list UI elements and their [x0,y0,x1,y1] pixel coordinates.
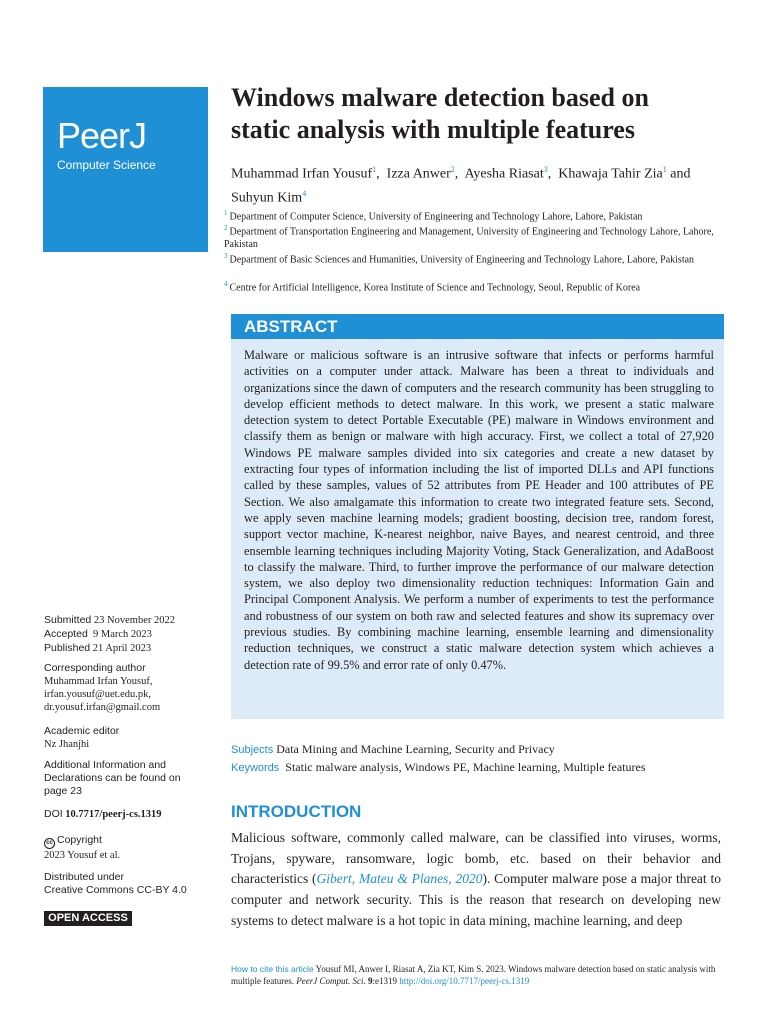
author-name: Suhyun Kim [231,190,303,206]
doi-link[interactable]: 10.7717/peerj-cs.1319 [65,809,162,820]
doi-footer-link[interactable]: http://doi.org/10.7717/peerj-cs.1319 [399,975,530,986]
license-link[interactable]: Creative Commons CC-BY 4.0 [44,884,187,896]
author-email[interactable]: dr.yousuf.irfan@gmail.com [44,702,161,713]
open-access-badge: OPEN ACCESS [44,911,132,926]
copyright: cc Copyright 2023 Yousuf et al. [44,834,121,861]
author-name: Khawaja Tahir Zia [558,166,663,182]
copyright-icon: cc [44,838,55,849]
submitted-date: Submitted 23 November 2022 [44,614,175,626]
author-name: Ayesha Riasat [464,166,544,182]
author-affiliation-marker: 2 [450,165,455,174]
author-list: Muhammad Irfan Yousuf$^1$, Izza Anwer$^2$, Ayesha Riasat$^3$, Khawaja Tahir Zia$^1$ and Suhyun Kim$^4$ [231,165,691,206]
footer-label: How to cite this article [231,964,314,974]
abstract-text: Malware or malicious software is an intrusive software that infects or performs harmful activities on a computer under attack. Malware has been a threat to individuals and organizations since the dawn of computers and the research community has been struggling to develop efficient methods to detect malware. In this work, we present a static malware detection system to detect Portable Executable (PE) malware in Windows environment and classify them as benign or malware with high accuracy. First, we collect a total of 27,920 Windows PE malware samples divided into six categories and create a new dataset by extracting four types of information including the list of imported DLLs and API functions called by these samples, values of 52 attributes from PE Header and 100 attributes of PE Section. We also amalgamate this information to create two integrated feature sets. Second, we apply seven machine learning models; gradient boosting, decision tree, random forest, support vector machine, K-nearest neighbor, naive Bayes, and nearest centroid, and three ensemble learning techniques including Majority Voting, Stack Generalization, and AdaBoost to classify the malware. Third, to further improve the performance of our malware detection system, we also deploy two dimensionality reduction techniques: Information Gain and Principal Component Analysis. We perform a number of experiments to test the performance and robustness of our system on both raw and selected features and show its supremacy over previous studies. By combining machine learning, ensemble learning and dimensionality reduction techniques, we construct a static malware detection system which achieves a detection rate of 99.5% and error rate of only 0.47%. [231,339,724,719]
citation-link[interactable]: Gibert, Mateu & Planes, 2020 [316,871,483,887]
keywords-line [231,760,731,775]
affiliation: $^4$ Centre for Artificial Intelligence, Korea Institute of Science and Technology, Seoul, Republic of Korea [224,280,641,294]
author-affiliation-marker: 1 [662,165,667,174]
keywords-value: Static malware analysis, Windows PE, Machine learning, Multiple features [285,760,646,774]
affiliation: $^2$ Department of Transportation Engineering and Management, University of Engineering and Technology Lahore, Lahore, Pakistan [224,224,714,251]
doi: DOI 10.7717/peerj-cs.1319 [44,808,162,820]
introduction-paragraph: Malicious software, commonly called malware, can be classified into viruses, worms, Trojans, spyware, ransomware, logic bomb, etc. based on their behavior and characteristics (Gibert, Mateu & Planes, 2020). Computer malware pose a major threat to computer and network security. This is the reason that research on developing new systems to detect malware is a hot topic in data mining, machine learning, and deep [231,830,721,928]
subjects-label: Subjects [231,744,274,756]
logo-main-text: PeerJ [57,115,147,156]
journal-logo [43,87,208,252]
paper-title: Windows malware detection based on static analysis with multiple features [231,83,649,144]
affiliation: $^3$ Department of Basic Sciences and Humanities, University of Engineering and Technology Lahore, Lahore, Pakistan [224,252,695,266]
subjects-value: Data Mining and Machine Learning, Security and Privacy [276,742,555,756]
author-affiliation-marker: 1 [372,165,377,174]
affiliation: $^1$ Department of Computer Science, University of Engineering and Technology Lahore, Lahore, Pakistan [224,209,643,223]
subjects-line [231,742,731,757]
author-affiliation-marker: 3 [543,165,548,174]
author-name: Izza Anwer [386,166,451,182]
keywords-label: Keywords [231,762,280,774]
license: Distributed under Creative Commons CC-BY 4.0 [44,871,187,896]
accepted-date: Accepted 9 March 2023 [44,628,152,640]
authors-conjunction: and [670,166,691,182]
published-date: Published 21 April 2023 [44,642,152,654]
author-affiliation-marker: 4 [302,188,307,198]
additional-information: Additional Information and Declarations can be found on page 23 [44,759,181,797]
introduction-heading: INTRODUCTION [231,802,362,821]
abstract-heading: ABSTRACT [231,314,724,339]
citation-footer: How to cite this article Yousuf MI, Anwer I, Riasat A, Zia KT, Kim S. 2023. Windows malware detection based on static analysis with multiple features. PeerJ Comput. Sci. 9:e1319 http://doi.org/10.7717/peerj-cs.1319 [231,964,716,986]
author-email[interactable]: irfan.yousuf@uet.edu.pk, [44,689,152,700]
corresponding-author: Corresponding author Muhammad Irfan Yousuf, irfan.yousuf@uet.edu.pk, dr.yousuf.irfan@gmail.com [44,662,161,713]
author-name: Muhammad Irfan Yousuf [231,166,373,182]
logo-sub-text: Computer Science [57,158,156,172]
academic-editor: Academic editor Nz Jhanjhi [44,725,120,750]
